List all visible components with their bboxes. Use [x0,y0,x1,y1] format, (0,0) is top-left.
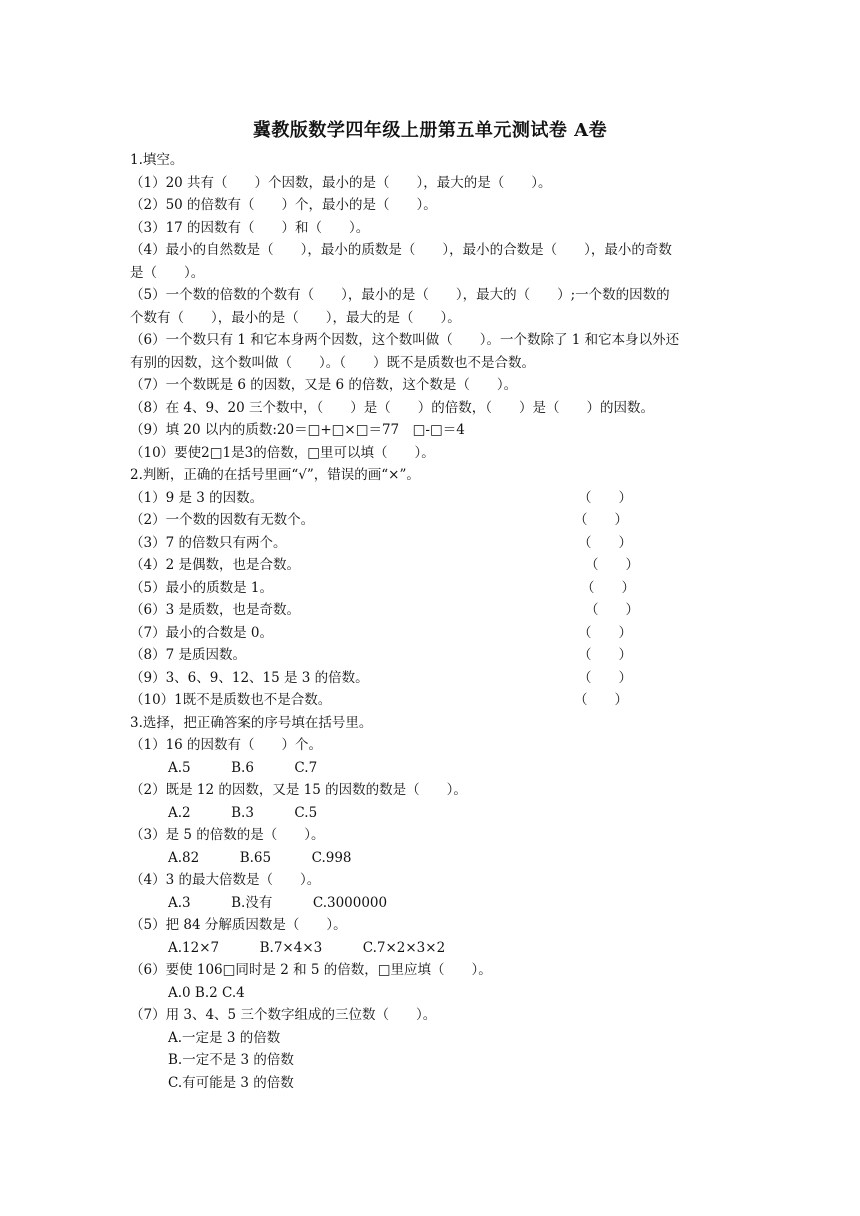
judge-item-8: （8）7 是质因数。 [130,647,246,663]
choice-options-2: A.2 B.3 C.5 [168,805,318,821]
judge-item-1: （1）9 是 3 的因数。 [130,490,264,506]
section-1-heading: 1.填空。 [130,152,184,168]
choice-option-7b: B.一定不是 3 的倍数 [168,1052,294,1068]
document-title: 冀教版数学四年级上册第五单元测试卷 A卷 [252,120,608,141]
choice-options-5: A.12×7 B.7×4×3 C.7×2×3×2 [168,940,446,956]
fill-question-2: （2）50 的倍数有（ ）个，最小的是（ ）。 [130,197,437,213]
judge-answer-bracket-6: （ ） [585,602,639,618]
judge-item-4: （4）2 是偶数，也是合数。 [130,557,300,573]
judge-answer-bracket-2: （ ） [574,512,628,528]
choice-question-7: （7）用 3、4、5 三个数字组成的三位数（ ）。 [130,1007,437,1023]
judge-item-2: （2）一个数的因数有无数个。 [130,512,315,528]
judge-item-10: （10）1既不是质数也不是合数。 [130,692,332,708]
choice-options-3: A.82 B.65 C.998 [168,850,352,866]
judge-answer-bracket-8: （ ） [578,647,632,663]
judge-item-6: （6）3 是质数，也是奇数。 [130,602,300,618]
choice-question-4: （4）3 的最大倍数是（ ）。 [130,872,321,888]
judge-item-3: （3）7 的倍数只有两个。 [130,535,287,551]
judge-item-7: （7）最小的合数是 0。 [130,625,273,641]
judge-item-5: （5）最小的质数是 1。 [130,580,273,596]
judge-answer-bracket-4: （ ） [585,557,639,573]
fill-question-10: （10）要使2□1是3的倍数，□里可以填（ ）。 [130,445,435,461]
choice-options-1: A.5 B.6 C.7 [168,760,318,776]
choice-option-7a: A.一定是 3 的倍数 [168,1030,281,1046]
choice-options-4: A.3 B.没有 C.3000000 [168,895,388,911]
fill-question-1: （1）20 共有（ ）个因数，最小的是（ ），最大的是（ ）。 [130,175,552,191]
choice-options-6: A.0 B.2 C.4 [168,985,245,1001]
judge-answer-bracket-5: （ ） [581,580,635,596]
fill-question-5-line-1: （5）一个数的倍数的个数有（ ），最小的是（ ），最大的（ ）;一个数的因数的 [130,287,670,303]
choice-option-7c: C.有可能是 3 的倍数 [168,1075,294,1091]
choice-question-1: （1）16 的因数有（ ）个。 [130,737,323,753]
section-3-heading: 3.选择，把正确答案的序号填在括号里。 [130,715,373,731]
judge-answer-bracket-10: （ ） [574,692,628,708]
fill-question-8: （8）在 4、9、20 三个数中，（ ）是（ ）的倍数，（ ）是（ ）的因数。 [130,400,655,416]
fill-question-5-line-2: 个数有（ ），最小的是（ ），最大的是（ ）。 [130,310,461,326]
fill-question-4-line-2: 是（ ）。 [130,265,205,281]
judge-answer-bracket-7: （ ） [578,625,632,641]
judge-answer-bracket-9: （ ） [578,670,632,686]
choice-question-3: （3）是 5 的倍数的是（ ）。 [130,827,325,843]
fill-question-6-line-2: 有别的因数，这个数叫做（ ）。（ ）既不是质数也不是合数。 [130,355,535,371]
section-2-heading: 2.判断，正确的在括号里画“√”，错误的画“×”。 [130,467,420,483]
judge-answer-bracket-1: （ ） [578,490,632,506]
fill-question-7: （7）一个数既是 6 的因数，又是 6 的倍数，这个数是（ ）。 [130,377,518,393]
judge-item-9: （9）3、6、9、12、15 是 3 的倍数。 [130,670,369,686]
fill-question-3: （3）17 的因数有（ ）和（ ）。 [130,220,370,236]
choice-question-6: （6）要使 106□同时是 2 和 5 的倍数，□里应填（ ）。 [130,962,492,978]
fill-question-4-line-1: （4）最小的自然数是（ ），最小的质数是（ ），最小的合数是（ ），最小的奇数 [130,242,672,258]
choice-question-5: （5）把 84 分解质因数是（ ）。 [130,917,347,933]
fill-question-9: （9）填 20 以内的质数:20＝□+□×□＝77 □-□＝4 [130,422,465,438]
choice-question-2: （2）既是 12 的因数，又是 15 的因数的数是（ ）。 [130,782,467,798]
judge-answer-bracket-3: （ ） [578,535,632,551]
fill-question-6-line-1: （6）一个数只有 1 和它本身两个因数，这个数叫做（ ）。一个数除了 1 和它本身以外还 [130,332,680,348]
